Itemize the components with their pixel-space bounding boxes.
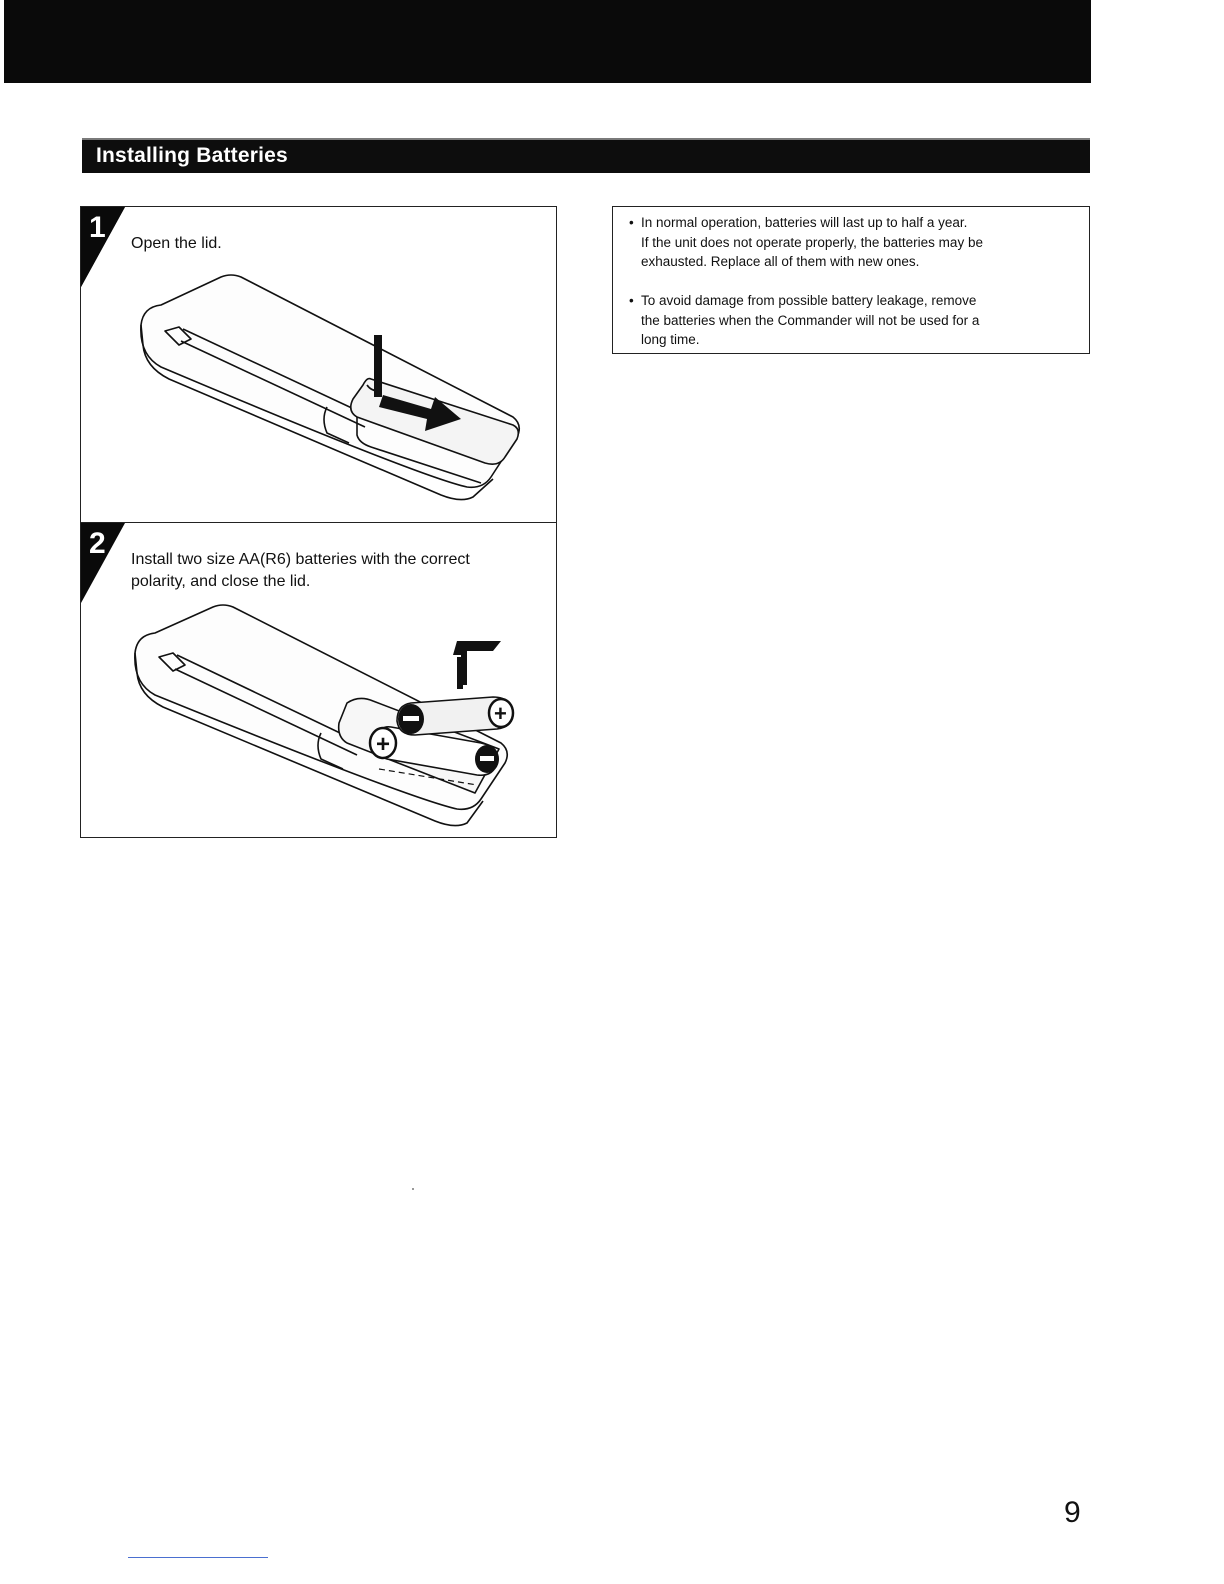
plus-sign-icon: +: [494, 701, 507, 726]
step-2-line: Install two size AA(R6) batteries with the correct: [131, 551, 470, 568]
scan-speck: [412, 1188, 414, 1190]
arrow-down-icon: [453, 641, 501, 689]
step-2-line: polarity, and close the lid.: [131, 573, 311, 590]
step-2-number: 2: [89, 527, 106, 560]
step-2: [81, 523, 556, 837]
steps-panel: [80, 206, 557, 838]
page-number: 9: [1064, 1496, 1081, 1529]
notes-panel: [612, 206, 1090, 354]
remote-open-lid-illustration: [121, 267, 541, 507]
bullet-icon: •: [629, 215, 634, 230]
plus-sign-icon: +: [376, 731, 391, 758]
section-title: Installing Batteries: [96, 144, 288, 167]
section-header: [82, 138, 1090, 173]
note-line: exhausted. Replace all of them with new ones.: [641, 254, 920, 269]
note-line: To avoid damage from possible battery leakage, remove: [641, 293, 977, 308]
arrow-down-icon: [374, 335, 382, 397]
footer-rule: [128, 1557, 268, 1558]
step-2-text: [131, 549, 541, 593]
note-line: long time.: [641, 332, 700, 347]
remote-install-batteries-illustration: [121, 593, 541, 833]
step-1-number: 1: [89, 211, 106, 244]
header-band: [4, 0, 1091, 83]
note-line: the batteries when the Commander will not be used for a: [641, 312, 980, 328]
bullet-icon: •: [629, 293, 634, 308]
step-1-line: Open the lid.: [131, 235, 222, 252]
battery-icon: [397, 697, 513, 735]
note-line: If the unit does not operate properly, the batteries may be: [641, 234, 983, 250]
note-item: [629, 213, 1079, 272]
note-item: [629, 291, 1079, 350]
note-line: In normal operation, batteries will last up to half a year.: [641, 215, 968, 230]
step-1-text: [131, 233, 222, 255]
step-1: [81, 207, 556, 523]
